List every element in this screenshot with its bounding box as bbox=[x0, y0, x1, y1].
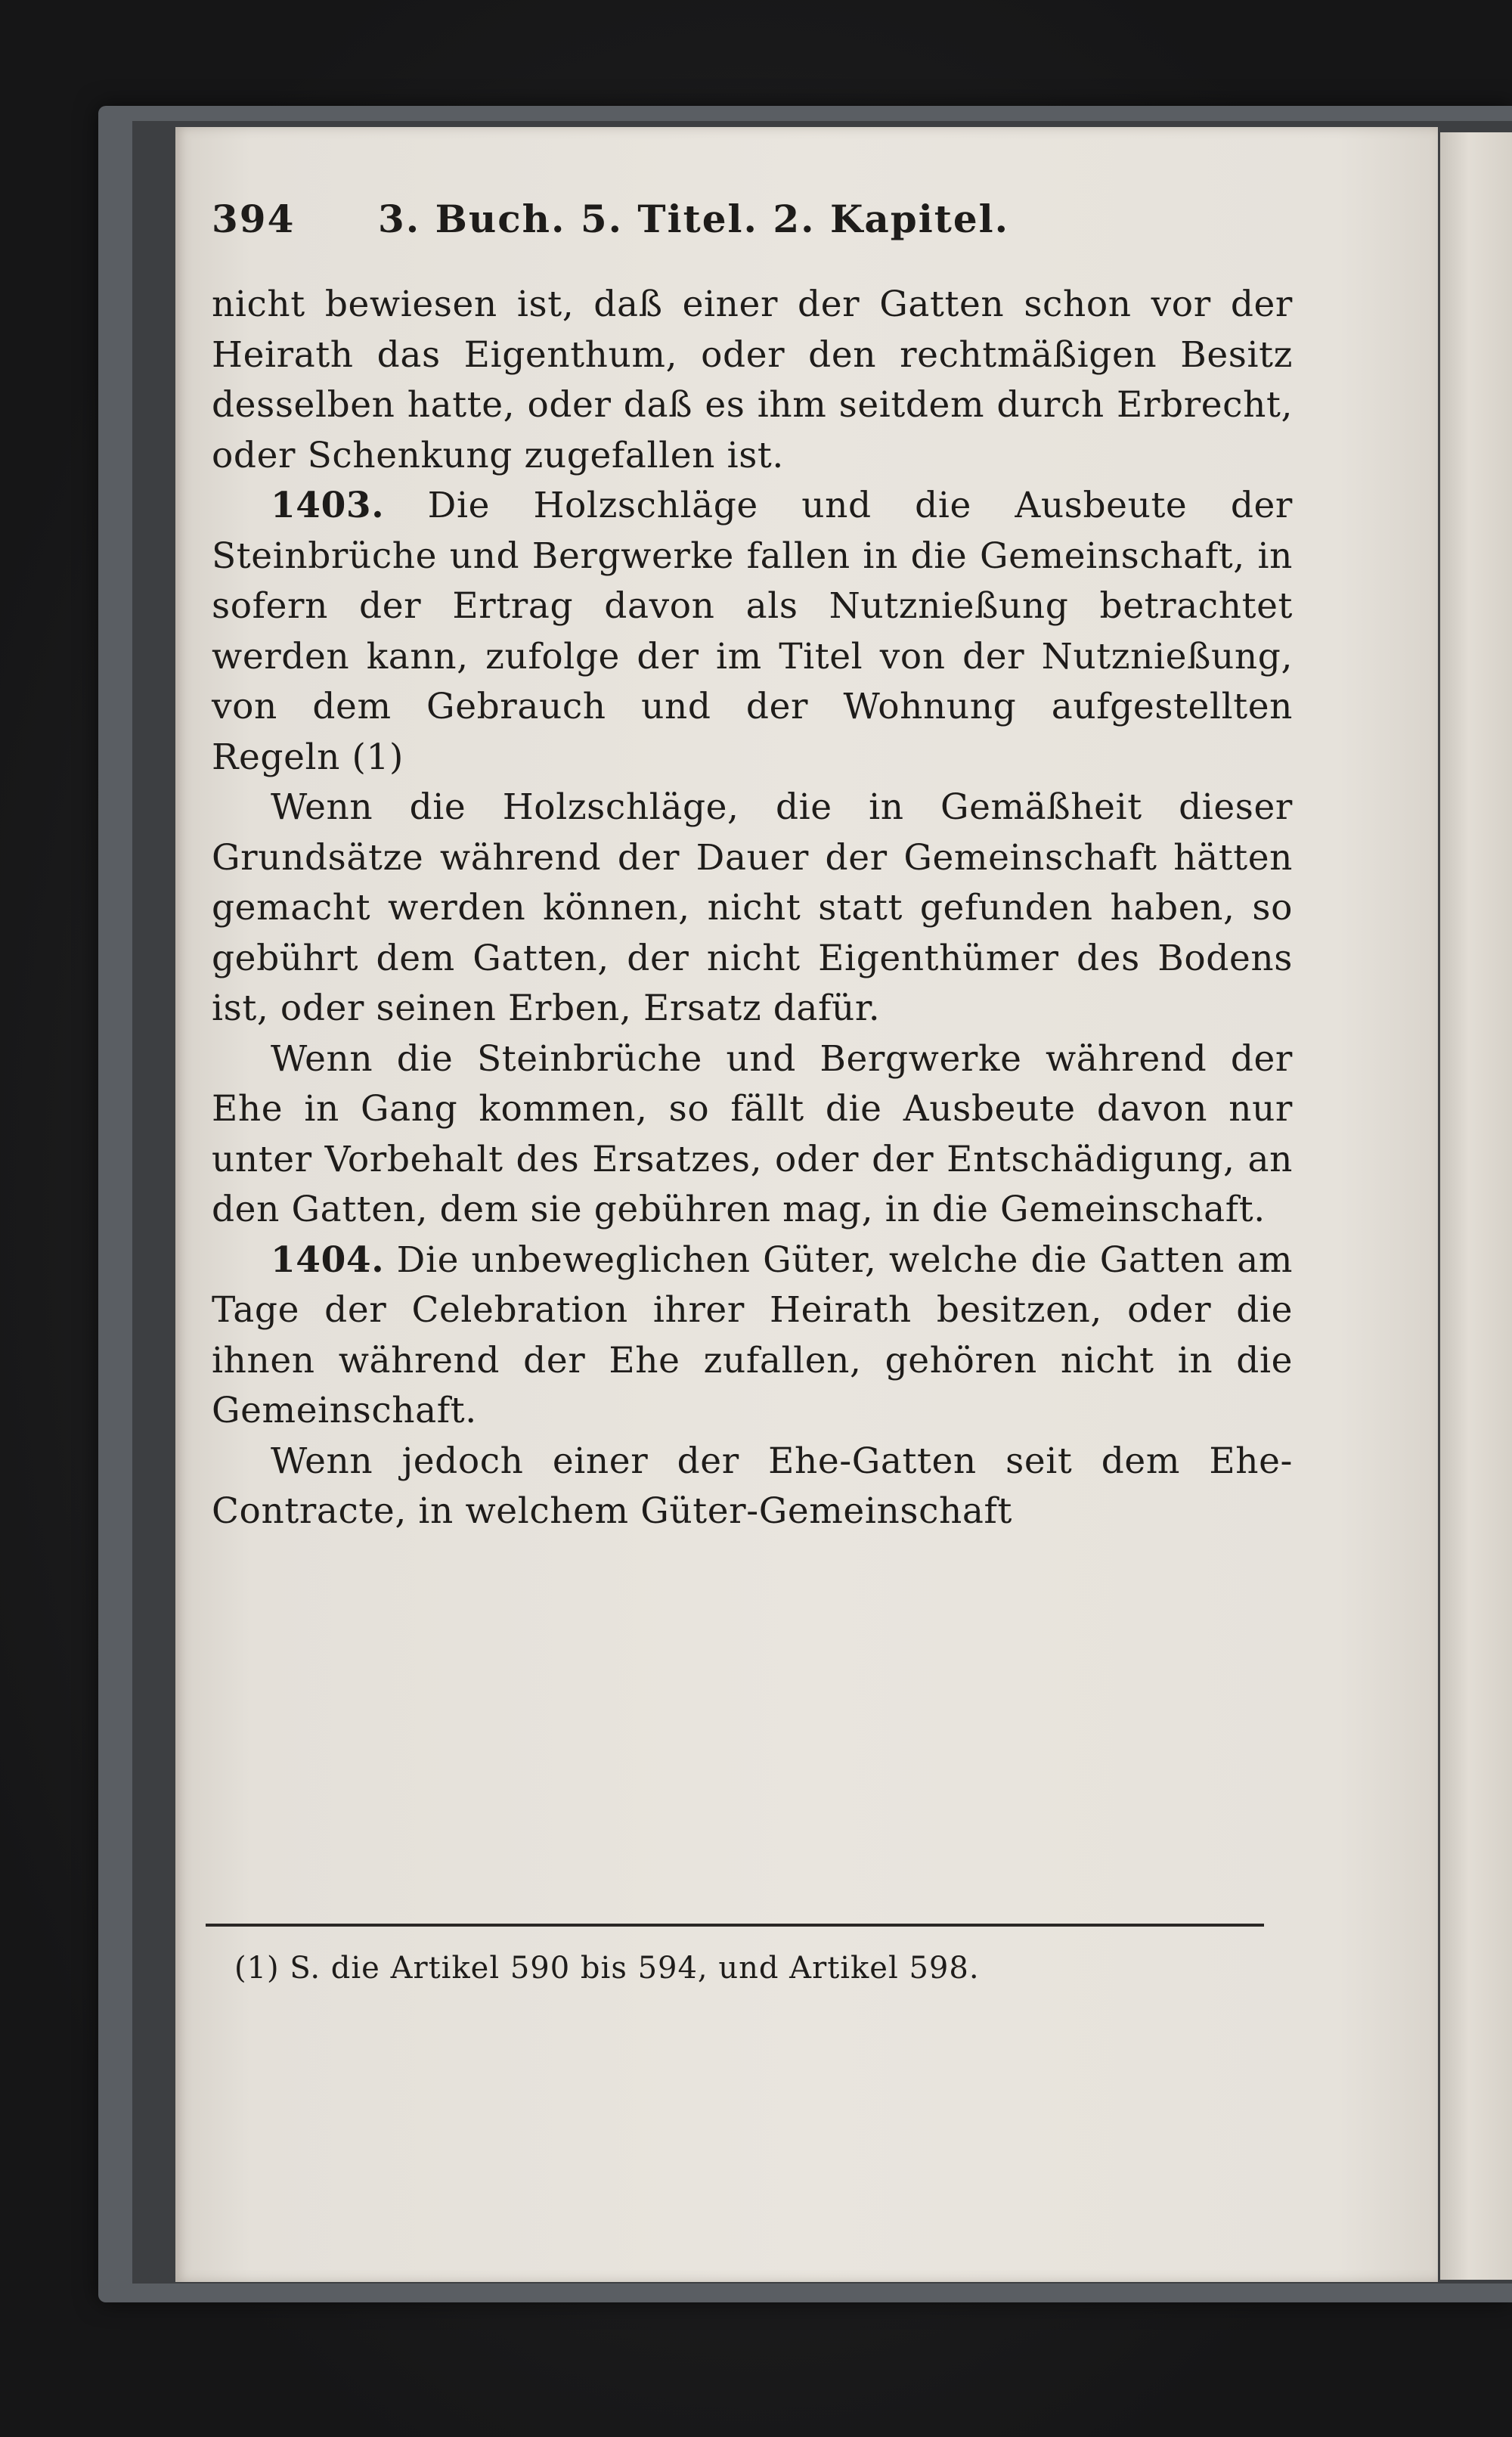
paragraph-text: Wenn die Steinbrüche und Bergwerke während der Ehe in Gang kommen, so fällt die Ausbeute davon nur unter Vorbehalt des Ersatzes, oder der Entschädigung, an den Gatten, dem sie gebühren mag, in die Gemeinschaft. bbox=[212, 1037, 1293, 1230]
running-head bbox=[212, 197, 1293, 280]
paragraph bbox=[212, 1236, 1293, 1437]
paragraph-text: Die Holzschläge und die Ausbeute der Steinbrüche und Bergwerke fallen in die Gemeinschaft, in sofern der Ertrag davon als Nutznießung betrachtet werden kann, zufolge der im Titel von der Nutznießung, von dem Gebrauch und der Wohnung aufgestellten Regeln (1) bbox=[212, 485, 1293, 778]
paragraph-text: Wenn die Holzschläge, die in Gemäßheit dieser Grundsätze während der Dauer der Gemeinschaft hätten gemacht werden können, nicht statt gefunden haben, so gebührt dem Gatten, der nicht Eigenthümer des Bodens ist, oder seinen Erben, Ersatz dafür. bbox=[212, 786, 1293, 1029]
chapter-heading: 3. Buch. 5. Titel. 2. Kapitel. bbox=[378, 197, 1010, 241]
page-number: 394 bbox=[212, 197, 296, 241]
article-number: 1404. bbox=[271, 1239, 385, 1281]
paragraph bbox=[212, 1437, 1293, 1537]
page-content bbox=[212, 197, 1293, 1537]
paragraph bbox=[212, 280, 1293, 481]
paragraph-text: Die unbeweglichen Güter, welche die Gatten am Tage der Celebration ihrer Heirath besitzen, oder die ihnen während der Ehe zufallen, gehören nicht in die Gemeinschaft. bbox=[212, 1239, 1293, 1431]
article-number: 1403. bbox=[271, 485, 385, 526]
footnote: (1) S. die Artikel 590 bis 594, und Artikel 598. bbox=[234, 1951, 980, 1986]
footnote-rule bbox=[206, 1924, 1264, 1927]
facing-page-edge bbox=[1440, 132, 1512, 2280]
body-text bbox=[212, 280, 1293, 1537]
paragraph bbox=[212, 783, 1293, 1034]
paragraph bbox=[212, 481, 1293, 783]
paragraph-text: nicht bewiesen ist, daß einer der Gatten schon vor der Heirath das Eigenthum, oder den rechtmäßigen Besitz desselben hatte, oder daß es ihm seitdem durch Erbrecht, oder Schenkung zugefallen ist. bbox=[212, 284, 1293, 476]
paragraph bbox=[212, 1034, 1293, 1236]
paragraph-text: Wenn jedoch einer der Ehe-Gatten seit dem Ehe-Contracte, in welchem Güter-Gemeinschaft bbox=[212, 1440, 1293, 1532]
